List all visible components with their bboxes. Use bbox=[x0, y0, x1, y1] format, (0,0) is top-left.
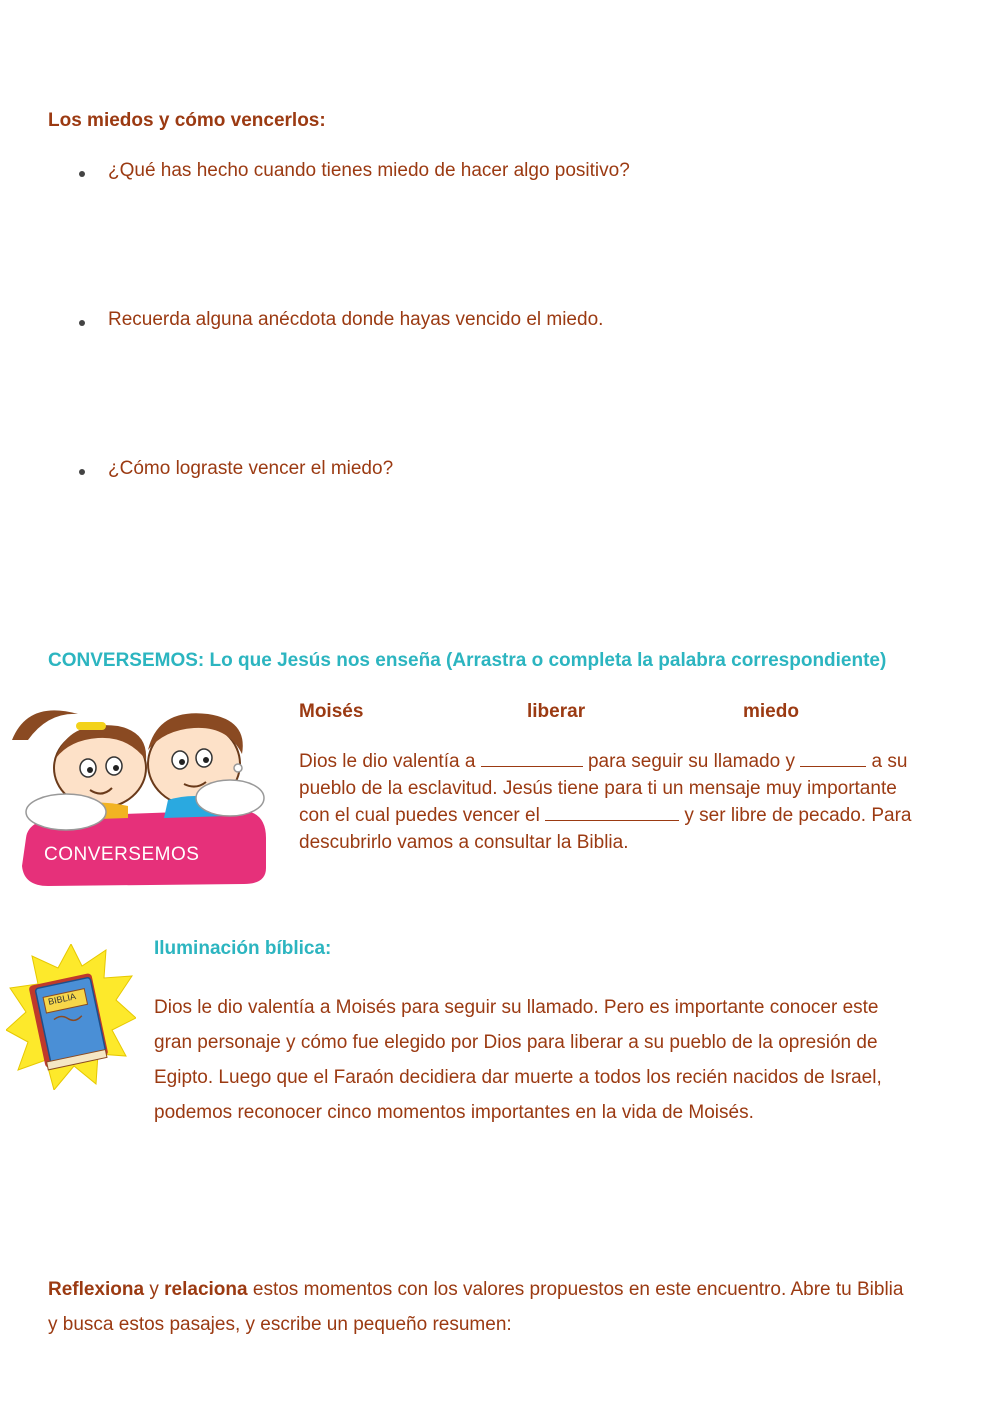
reflexiona-paragraph bbox=[48, 1272, 978, 1342]
bullet-icon bbox=[79, 320, 85, 326]
iluminacion-heading: Iluminación bíblica: bbox=[154, 938, 332, 959]
paragraph-line: descubrirlo vamos a consultar la Biblia. bbox=[299, 832, 629, 853]
question-3: ¿Cómo lograste vencer el miedo? bbox=[108, 458, 394, 479]
reflexiona-keyword: Reflexiona bbox=[48, 1279, 145, 1300]
relaciona-keyword: relaciona bbox=[164, 1279, 248, 1300]
paragraph-line: podemos reconocer cinco momentos importantes en la vida de Moisés. bbox=[154, 1102, 754, 1123]
paragraph-text: y bbox=[144, 1279, 165, 1300]
bullet-icon bbox=[79, 171, 85, 177]
iluminacion-paragraph bbox=[154, 990, 974, 1130]
banner-label: CONVERSEMOS bbox=[44, 844, 200, 865]
paragraph-text: con el cual puedes vencer el bbox=[299, 805, 546, 826]
section-title: Los miedos y cómo vencerlos: bbox=[48, 110, 326, 131]
fill-in-paragraph bbox=[299, 748, 959, 856]
bullet-icon bbox=[79, 469, 85, 475]
paragraph-line: y busca estos pasajes, y escribe un pequeño resumen: bbox=[48, 1314, 512, 1335]
conversemos-illustration bbox=[8, 700, 270, 892]
paragraph-text: Dios le dio valentía a bbox=[299, 751, 481, 772]
blank-1[interactable] bbox=[481, 752, 583, 767]
question-2: Recuerda alguna anécdota donde hayas vencido el miedo. bbox=[108, 309, 604, 330]
paragraph-line: pueblo de la esclavitud. Jesús tiene para ti un mensaje muy importante bbox=[299, 778, 897, 799]
paragraph-line: gran personaje y cómo fue elegido por Dios para liberar a su pueblo de la opresión de bbox=[154, 1032, 878, 1053]
word-bank-liberar[interactable]: liberar bbox=[527, 701, 586, 722]
blank-3[interactable] bbox=[545, 806, 679, 821]
blank-2[interactable] bbox=[800, 752, 866, 767]
bible-icon bbox=[6, 944, 136, 1090]
word-bank-moises[interactable]: Moisés bbox=[299, 701, 364, 722]
word-bank-miedo[interactable]: miedo bbox=[743, 701, 799, 722]
conversemos-heading: CONVERSEMOS: Lo que Jesús nos enseña (Arrastra o completa la palabra correspondiente) bbox=[48, 650, 887, 671]
bible-label: BIBLIA bbox=[47, 991, 77, 1007]
paragraph-text: y ser libre de pecado. Para bbox=[679, 805, 912, 826]
paragraph-text: estos momentos con los valores propuestos en este encuentro. Abre tu Biblia bbox=[247, 1279, 904, 1300]
paragraph-line: Dios le dio valentía a Moisés para seguir su llamado. Pero es importante conocer este bbox=[154, 997, 879, 1018]
paragraph-text: a su bbox=[866, 751, 908, 772]
paragraph-text: para seguir su llamado y bbox=[582, 751, 801, 772]
paragraph-line: Egipto. Luego que el Faraón decidiera dar muerte a todos los recién nacidos de Israel, bbox=[154, 1067, 882, 1088]
question-1: ¿Qué has hecho cuando tienes miedo de hacer algo positivo? bbox=[108, 160, 630, 181]
